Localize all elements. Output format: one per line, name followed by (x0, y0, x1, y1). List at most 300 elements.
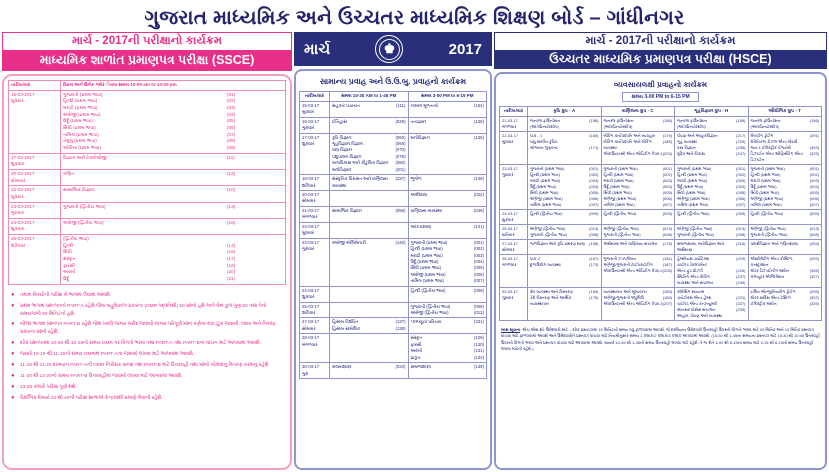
subject-code: (001) (662, 165, 672, 171)
general-afternoon-cell (408, 238, 487, 286)
subject-name: મરાઠી (પ્રથમ ભાષા) (410, 252, 443, 258)
subject-name: સિંધી (પ્રથમ ભાષા) (63, 124, 96, 130)
exam-date: 17-03-2017 (11, 154, 35, 160)
exam-date: 23-03-2017 (11, 203, 35, 209)
ssce-subject-cell (61, 202, 286, 218)
subject-entry (332, 176, 406, 189)
hsce-col-group-2: ગૃહવિજ્ઞાન ગ્રુપ - H (675, 107, 749, 117)
bullet-icon: ● (11, 302, 15, 309)
subject-entry (530, 295, 599, 307)
subject-entry (332, 119, 406, 125)
subject-name: અરબી (63, 269, 76, 275)
subject-code: (327) (809, 273, 819, 279)
subject-code: (004) (736, 183, 746, 189)
subject-name: સહકાર પંચાયત (332, 102, 360, 108)
subject-name: મોટર ડિઝાઈનીંગ મશીન (750, 267, 790, 273)
subject-name: ઉર્દૂ (પ્રથમ ભાષા) (63, 118, 93, 124)
subject-entry (63, 269, 283, 276)
ssce-subject-cell (61, 235, 286, 285)
subject-code: (303) (809, 144, 819, 150)
subject-code: (008) (589, 231, 599, 237)
subject-code: (005) (473, 265, 484, 271)
subject-code: (295) (809, 288, 819, 294)
exam-day: બુધવાર (302, 109, 314, 115)
subject-name: ગણિત (63, 170, 75, 176)
subject-code: (068) (395, 140, 406, 146)
subject-entry (604, 301, 673, 307)
bullet-icon: ● (11, 383, 15, 390)
subject-name: આહાર, પોષણ અને વ્યવસ્થા (677, 312, 723, 318)
exam-day: ગુરુવાર (302, 125, 315, 131)
subject-code: (004) (473, 258, 484, 264)
subject-name: ડેરી વિસ્તરણ અને આર્થિક વ્યવસ્થાપન (530, 294, 572, 306)
hsce-footer-text: : એચ.એસ.સી. ઉમેદવારો માટે :- દરેક પ્રશ્નપત્રમાં 15 મિનિટનો સમય વધુ ફાળવવામાં આવશે. જે દરમિયાન ઉમેદવારો ઉત્તરવહી ઉપરની વિગતો ભરવા માટે 05 મિનિટ અને 10 મિનિટ પ્રશ્નપત્ર વાંચવા માટે ફાળવવામાં આવશે અને ઉમેદવારોને પ્રશ્નપત્ર વાંચવા માટે નિયમોનુસાર સમય 1 કલાક/2 કલાક/3 કલાક આપવામાં આવશે. (10:30 થી 1-45ના સમયના પ્રશ્નપત્ર માટે 10:30 થી 10:45 ઉત્તરવહી ઉપરની વિગતો ભરવા અને પ્રશ્નપત્ર વાંચવા માટે આપવામાં આવશે. જ્યારે 10-45 થી 1-45નો સમય ઉત્તરવહી લખવા માટે રહેશે. તે જ રીતે 3-00 થી 6-15ના સમય માટે 3-15 થી 6-15નો સમય ઉત્તરવહી લખવા માટેનો રહેશે.) (501, 326, 820, 352)
subject-entry (751, 256, 820, 268)
subject-code: (006) (473, 271, 484, 277)
subject-code (227, 236, 283, 243)
general-afternoon-cell (408, 334, 487, 363)
subject-name: ઉર્દૂ (પ્રથમ ભાષા) (410, 258, 439, 264)
subject-name: એકાઉન્ટન્સી એન્ડ ઓડિટીંગ પેપર-2 (603, 267, 663, 273)
note-text: જ્યારે 10-15 થી 11-15નો સમય OMRમાં PART-Aના જવાબો લખવા માટે આપવામાં આવશે. (20, 352, 195, 358)
general-table-header-row (300, 92, 487, 102)
subject-code: (080) (395, 160, 406, 166)
general-date-cell (300, 318, 330, 334)
hsce-date-cell (500, 209, 528, 224)
exam-date: 23-03-17 (302, 239, 320, 245)
hsce-group-c-cell (601, 254, 675, 287)
note-text: તમામ વિષયોની પરીક્ષા બે ભાગમાં લેવામાં આવશે. (20, 292, 111, 298)
general-col-date: તારીખ/વાર (300, 92, 330, 102)
general-morning-cell (330, 191, 409, 207)
subject-code: (185) (662, 138, 672, 144)
subject-entry (751, 232, 820, 238)
hsce-date-cell (500, 164, 528, 209)
general-morning-cell (330, 302, 409, 318)
subject-name: હિસાબ વિશેષિત (332, 319, 359, 325)
hsce-date-cell (500, 254, 528, 287)
subject-name: ડિઝાઈન એન્ડ ઓફિસેટિંગ એન્ડ ડિઝાઈન (750, 150, 803, 162)
subject-name: ચાઈલ્ડ ડેવલપમેન્ટ (677, 261, 708, 267)
hsce-group-c-cell (601, 131, 675, 164)
subject-name: વિજ્ઞાન અને ટેક્નોલોજી (63, 154, 107, 160)
subject-entry (63, 118, 283, 125)
subject-code: (331) (473, 319, 484, 325)
hsce-header-line1: માર્ચ - 2017ની પરીક્ષાનો કાર્યક્રમ (494, 32, 827, 50)
table-row (300, 222, 487, 238)
subject-code: (205) (662, 267, 672, 273)
subject-entry (63, 98, 283, 105)
subject-code: (004) (809, 183, 819, 189)
subject-code: (235) (736, 144, 746, 150)
general-morning-cell (330, 238, 409, 286)
exam-day: શુક્રવાર (302, 140, 315, 146)
subject-entry (411, 208, 485, 214)
subject-name: વસ્ત્ર વિજ્ઞાન (677, 144, 696, 150)
subject-entry (604, 151, 673, 157)
subject-name: મરાઠી (પ્રથમ ભાષા) (530, 177, 561, 183)
subject-name: હિન્દી (63, 242, 74, 248)
hsce-date-cell (500, 116, 528, 131)
subject-code: (146) (395, 239, 406, 245)
subject-entry (63, 125, 283, 132)
subject-name: જનરલ ફાઉન્ડેશન (આંત્રપ્રિન્યોરશીપ) (750, 117, 781, 129)
subject-name: ગુજરાતી (દ્વિતીય ભાષા) (410, 303, 451, 309)
subject-name: અંગ્રેજી/ગુજરાતી ટાઈપરાઈટીંગ (603, 261, 653, 267)
subject-entry (411, 364, 485, 370)
subject-name: ડાયેટીક્સ એન્ડ હેલ્થ (677, 294, 712, 300)
subject-name: એકાઉન્ટન્સી એન્ડ ઓડિટીંગ પેપર-3 (603, 300, 663, 306)
subject-code: (20) (227, 269, 236, 275)
subject-name: અંગ્રેજી (દ્વિતીય ભાષા) (750, 225, 786, 231)
exam-day: ગુરુવાર (11, 210, 25, 216)
hsce-group-c-cell (601, 239, 675, 254)
subject-entry (63, 138, 283, 145)
exam-day: ગુરુવાર (302, 246, 315, 252)
exam-day: ગુરુવાર (502, 171, 514, 177)
subject-name: (દ્વિતીય ભાષા) (63, 236, 89, 242)
subject-code: (022) (473, 192, 484, 197)
exam-date: 22-03-17 (302, 223, 320, 229)
subject-code: (005) (809, 189, 819, 195)
subject-code: (132) (473, 354, 484, 360)
subject-entry (332, 208, 406, 214)
subject-name: એસ્ટીમેટીંગ એન્ડ કોસ્ટિંગ, કન્સ્ટ્રક્શન (750, 255, 794, 267)
subject-code: (07) (227, 131, 236, 137)
subject-code: (167) (589, 255, 599, 261)
subject-name: બીજવન ગુણવત્તા (530, 144, 558, 150)
subject-entry (751, 151, 820, 163)
list-item (11, 340, 283, 348)
subject-code: (058) (395, 207, 406, 213)
subject-name: ઉર્દૂ (63, 276, 70, 282)
subject-name: હિન્દી (દ્વિતીય ભાષા) (603, 210, 637, 216)
general-table-body (300, 101, 487, 378)
subject-code: (181) (662, 255, 672, 261)
subject-name: નામનાં મૂળતત્વો (410, 102, 439, 108)
subject-entry (411, 319, 485, 325)
subject-code: (12) (227, 170, 236, 176)
subject-entry (332, 167, 406, 173)
subject-name: ગુજરાતી (દ્વિતીય ભાષા) (603, 231, 641, 237)
note-text: 13-20 કલાકે પરીક્ષા પૂર્ણ થશે. (20, 384, 77, 390)
subject-code: (329) (809, 300, 819, 306)
ssce-date-cell (9, 235, 61, 285)
subject-name: ઈલેક્ટ્રીક મશીન (750, 300, 777, 306)
subject-name: તેલુગુ (પ્રથમ ભાષા) (63, 138, 97, 144)
subject-name: હિસાબ સામેલિક (332, 325, 361, 331)
subject-code: (002) (736, 171, 746, 177)
subject-code: (003) (809, 177, 819, 183)
exam-date: 25-03-17 (502, 225, 519, 231)
table-row (300, 206, 487, 222)
subject-code: (002) (662, 171, 672, 177)
subject-entry (63, 105, 283, 112)
note-text: પ્રથમ ભાગમાં પ્રશ્નપત્રનો PART-A રહેશે જેમાં બહુવિકલ્પ પ્રકારના (OMR પદ્ધતિથી) 50 પ્રશ્નો હશે અને તેમાં કુલ ગુણ 50 તથા તેનો સમયગાળો 60 મિનિટનો હશે. (20, 303, 267, 317)
subject-code: (175) (589, 294, 599, 300)
subject-name: અંગ્રેજી (પ્રથમ ભાષા) (63, 111, 101, 117)
subject-name: અર્થશાસ્ત્ર અને વાણિજ્ય સંચાલન (603, 240, 658, 246)
subject-code: (203) (662, 150, 672, 156)
subject-name: મનોવિજ્ઞાન (410, 134, 430, 140)
subject-code: (13) (227, 203, 236, 209)
subject-name: ચાઈલ્ડ એન્ડ કન્ઝ્યુમરી (677, 300, 718, 306)
hsce-header-line2: ઉચ્ચતર માધ્યમિક પ્રમાણપત્ર પરીક્ષા (HSCE) (494, 50, 827, 69)
general-afternoon-cell (408, 101, 487, 117)
exam-day: સોમવાર (302, 198, 316, 204)
exam-day: સોમવાર (302, 325, 316, 331)
hsce-group-t-cell (748, 164, 822, 209)
subject-code: (008) (736, 231, 746, 237)
subject-code: (219) (736, 255, 746, 261)
subject-entry (63, 263, 283, 270)
exam-date: 21-03-17 (302, 207, 320, 213)
subject-name: અંગ્રેજી (દ્વિતીય ભાષા) (603, 225, 639, 231)
hsce-header (494, 32, 827, 69)
hsce-table (499, 106, 822, 321)
general-date-cell (300, 133, 330, 175)
exam-day: શનિવાર (11, 242, 26, 248)
subject-name: બાલવિકાસ અને કૌટુંબિક વિજ્ઞાન (332, 160, 389, 166)
subject-name: પાક - 1 (530, 132, 543, 138)
exam-day: શનિવાર (502, 231, 515, 237)
subject-name: સિંધી (પ્રથમ ભાષા) (750, 189, 779, 195)
exam-date: 20-03-2017 (11, 170, 35, 176)
subject-entry (677, 211, 746, 217)
subject-code: (135) (473, 134, 484, 140)
ssce-date-cell (9, 218, 61, 234)
subject-name: જન-1 ઈલેક્ટ્રીક ઈજનેરી (750, 144, 792, 150)
subject-entry (332, 364, 406, 370)
subject-name: આંકડાશાસ્ત્ર (410, 223, 432, 229)
subject-entry (332, 103, 406, 109)
general-table (299, 91, 487, 379)
subject-name: *કમ્પ્યૂટર પરિચય (410, 319, 442, 325)
subject-entry (411, 176, 485, 182)
subject-name: હિન્દી (દ્વિતીય ભાષા) (410, 287, 446, 293)
subject-code: (158) (589, 240, 599, 246)
subject-entry (63, 145, 283, 152)
subject-name: સિંધી (પ્રથમ ભાષા) (603, 189, 632, 195)
subject-code: (137) (395, 319, 406, 325)
subject-name: અરબી (410, 348, 422, 354)
hsce-date-cell (500, 287, 528, 320)
subject-code: (173) (589, 261, 599, 267)
subject-code: (183) (662, 288, 672, 294)
subject-name: વ્યવસ્થા અને સંચાલન (677, 279, 714, 285)
subject-code: (141) (473, 223, 484, 229)
table-row (9, 218, 286, 234)
hsce-body (494, 72, 827, 470)
table-row (9, 90, 286, 153)
subject-code: (003) (736, 177, 746, 183)
subject-entry (530, 145, 599, 151)
subject-code: (11) (227, 154, 235, 160)
table-row (500, 116, 822, 131)
list-item (11, 321, 283, 337)
subject-name: મરાઠી (પ્રથમ ભાષા) (63, 104, 98, 110)
subject-code: (131) (473, 348, 484, 354)
subject-name: અંગ્રેજી (પ્રથમ ભાષા) (530, 195, 563, 201)
general-date-cell (300, 206, 330, 222)
exam-date: 17-03-17 (302, 134, 320, 140)
subject-entry (751, 274, 820, 280)
subject-name: અંગ્રેજી (દ્વિતીય ભાષા) (530, 225, 566, 231)
subject-code: (239) (736, 306, 746, 312)
exam-day: મંગળવાર (502, 261, 517, 267)
subject-code: (16) (227, 219, 236, 225)
subject-name: અંગ્રેજી એલિમેન્ટરી (332, 239, 366, 245)
subject-name: સિંધી (63, 249, 72, 255)
exam-date: 30-03-17 (502, 288, 519, 294)
exam-date: 16-03-17 (302, 118, 320, 124)
subject-name: અંગ્રેજી/ગુજરાતી લઘુલિપિ (603, 294, 645, 300)
hsce-group-h-cell (675, 131, 749, 164)
center-banner (294, 32, 492, 66)
subject-code: (291) (809, 132, 819, 138)
subject-name: તામિલ (પ્રથમ ભાષા) (530, 201, 562, 207)
exam-day: મંગળવાર (502, 123, 517, 129)
subject-entry (530, 262, 599, 268)
exam-day: શુક્રવાર (11, 161, 25, 167)
exam-day: સોમવાર (502, 246, 515, 252)
subject-name: હિન્દી (દ્વિતીય ભાષા) (530, 210, 563, 216)
hsce-group-h-cell (675, 209, 749, 224)
exam-day: ગુરુવાર (502, 294, 514, 300)
subject-code: (156) (809, 117, 819, 123)
general-afternoon-cell (408, 363, 487, 379)
general-morning-cell (330, 175, 409, 191)
subject-name: તામિલ (પ્રથમ ભાષા) (603, 201, 635, 207)
hsce-group-c-cell (601, 116, 675, 131)
subject-code: (217) (736, 132, 746, 138)
subject-entry (63, 187, 283, 194)
subject-code: (247) (736, 150, 746, 156)
exam-day: શુક્રવાર (11, 226, 25, 232)
ssce-subject-cell (61, 90, 286, 153)
subject-code: (013) (473, 310, 484, 315)
subject-entry (751, 202, 820, 208)
hsce-group-a-cell (528, 209, 602, 224)
subject-code: (237) (736, 273, 746, 279)
table-row (9, 235, 286, 285)
subject-entry (751, 118, 820, 130)
exam-day: બુધવાર (502, 138, 514, 144)
hsce-group-a-cell (528, 131, 602, 164)
subject-code: (136) (473, 118, 484, 124)
hsce-group-a-cell (528, 287, 602, 320)
general-afternoon-cell (408, 302, 487, 318)
general-afternoon-cell (408, 133, 487, 175)
subject-code: (187) (662, 261, 672, 267)
hsce-group-t-cell (748, 116, 822, 131)
exam-day: બુધવાર (302, 230, 314, 236)
hsce-date-cell (500, 131, 528, 164)
subject-code: (08) (227, 138, 236, 144)
table-row (300, 133, 487, 175)
table-row (300, 302, 487, 318)
subject-entry (604, 241, 673, 247)
subject-code: (111) (396, 102, 406, 108)
subject-name: એકાઉન્ટન્સી એન્ડ ઓડિટીંગ પેપર-1 (603, 150, 663, 156)
table-row (500, 254, 822, 287)
subject-name: મરાઠી (પ્રથમ ભાષા) (677, 177, 708, 183)
ssce-notes-list (8, 290, 286, 408)
subject-entry (411, 119, 485, 125)
subject-name: તામિલ (પ્રથમ ભાષા) (677, 201, 709, 207)
subject-code: (002) (589, 171, 599, 177)
subject-code: (21) (227, 276, 236, 282)
subject-name: ઉર્દૂ (પ્રથમ ભાષા) (603, 183, 630, 189)
subject-name: ગુજરાતી (દ્વિતીય ભાષા) (530, 231, 568, 237)
list-item (11, 395, 283, 403)
exam-date: 28-03-17 (302, 335, 320, 341)
subject-entry (411, 192, 485, 198)
table-row (300, 175, 487, 191)
general-afternoon-cell (408, 222, 487, 238)
hsce-group-a-cell (528, 164, 602, 209)
ssce-col-subject: વિષય અને ઉનેક ગમેર ેખવા સમય 10-00 am to 13-20 pm (61, 81, 286, 91)
subject-entry (63, 155, 283, 162)
subject-name: ઈતિહાસ (332, 118, 347, 124)
general-afternoon-cell (408, 175, 487, 191)
exam-day: મંગળવાર (302, 214, 318, 220)
ssce-table-body (9, 90, 286, 284)
subject-code: (305) (809, 267, 819, 273)
subject-name: મરાઠી (પ્રથમ ભાષા) (750, 177, 781, 183)
subject-code: (293) (809, 255, 819, 261)
subject-entry (411, 355, 485, 361)
hsce-col-group-0: કૃષિ ગ્રુપ - A (528, 107, 602, 117)
subject-entry (604, 211, 673, 217)
exam-date: 20-03-17 (302, 192, 320, 197)
subject-name: હિન્દી (દ્વિતીય ભાષા) (677, 210, 710, 216)
exam-day: શુક્રવાર (502, 216, 514, 222)
subject-entry (411, 224, 485, 230)
general-afternoon-cell (408, 286, 487, 302)
hsce-title: વ્યવસાયલક્ષી પ્રવાહનો કાર્યક્રમ (613, 80, 708, 89)
subject-code: (005) (589, 189, 599, 195)
subject-entry (63, 236, 283, 243)
ssce-table-header-row (9, 81, 286, 91)
subject-code: (179) (662, 132, 672, 138)
table-row (300, 191, 487, 207)
subject-name: બેંકિંગ કાર્યપદ્ધતિ અને બેંકિંગ વ્યવસ્થા (603, 138, 652, 150)
exam-date: 25-03-17 (302, 303, 320, 309)
exam-day: શનિવાર (302, 310, 316, 315)
general-date-cell (300, 363, 330, 379)
table-row (300, 363, 487, 379)
subject-code: (004) (662, 183, 672, 189)
subject-code: (006) (736, 195, 746, 201)
table-row (500, 131, 822, 164)
subject-entry (332, 326, 406, 332)
subject-code: (138) (395, 325, 406, 331)
subject-code: (201) (395, 166, 406, 172)
bullet-icon: ● (11, 372, 15, 379)
ssce-subject-cell (61, 153, 286, 169)
subject-name: વૃદ્ધિ અને વિકાસ (677, 150, 705, 156)
table-row (9, 153, 286, 169)
subject-code: (001) (473, 239, 484, 245)
bullet-icon: ● (11, 321, 15, 328)
general-date-cell (300, 191, 330, 207)
subject-name: વ્યવસ્થાપન અને મૂલ્યાંકન (603, 288, 647, 294)
subject-code: (001) (809, 165, 819, 171)
subject-entry (63, 249, 283, 256)
subject-name: સ્પિનિંગ એન્ડ વીવિંગ (677, 273, 710, 279)
list-item (11, 292, 283, 300)
